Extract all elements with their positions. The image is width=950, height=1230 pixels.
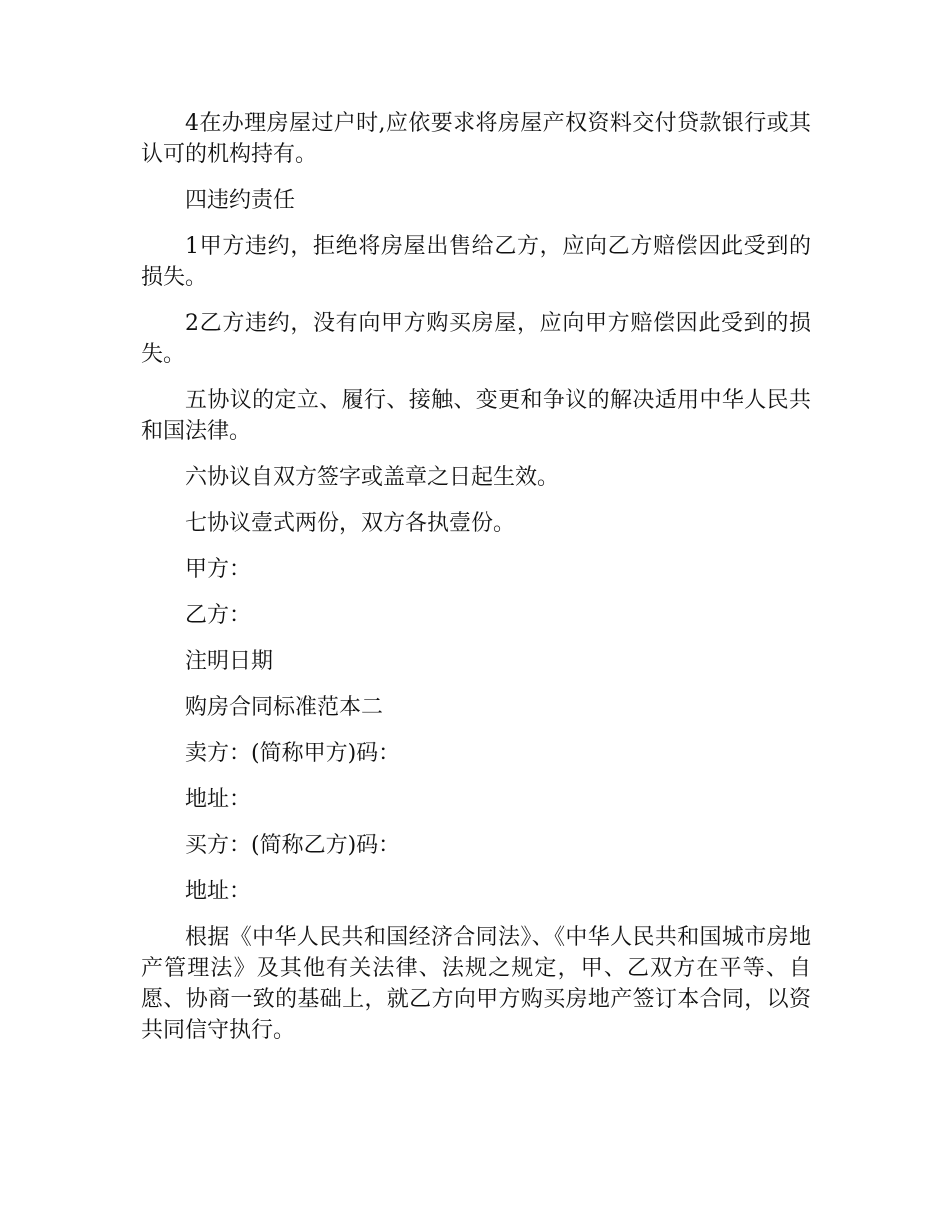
seller-line: 卖方：(简称甲方)码： <box>185 741 401 766</box>
contract-title-2: 购房合同标准范本二 <box>185 695 384 720</box>
signature-party-a: 甲方： <box>185 557 252 582</box>
buyer-address-line: 地址： <box>185 879 252 904</box>
paragraph-party-b-breach: 2乙方违约，没有向甲方购买房屋，应向甲方赔偿因此受到的损失。 <box>141 311 811 367</box>
document-body <box>141 108 811 1061</box>
buyer-line: 买方：(简称乙方)码： <box>185 833 401 858</box>
paragraph-party-a-breach: 1甲方违约，拒绝将房屋出售给乙方，应向乙方赔偿因此受到的损失。 <box>141 234 811 290</box>
paragraph-contract-basis: 根据《中华人民共和国经济合同法》、《中华人民共和国城市房地产管理法》及其他有关法律、法规之规定，甲、乙双方在平等、自愿、协商一致的基础上，就乙方向甲方购买房地产签订本合同，以资共同信守执行。 <box>141 925 811 1043</box>
paragraph-copies: 七协议壹式两份，双方各执壹份。 <box>185 511 516 536</box>
paragraph-effective-date: 六协议自双方签字或盖章之日起生效。 <box>185 465 560 490</box>
paragraph-title-transfer-clause: 4在办理房屋过户时,应依要求将房屋产权资料交付贷款银行或其认可的机构持有。 <box>141 111 811 167</box>
seller-address-line: 地址： <box>185 787 252 812</box>
signature-party-b: 乙方： <box>185 603 252 628</box>
date-line: 注明日期 <box>185 649 274 674</box>
paragraph-governing-law: 五协议的定立、履行、接触、变更和争议的解决适用中华人民共和国法律。 <box>141 388 811 444</box>
section-heading-breach: 四违约责任 <box>185 188 296 213</box>
